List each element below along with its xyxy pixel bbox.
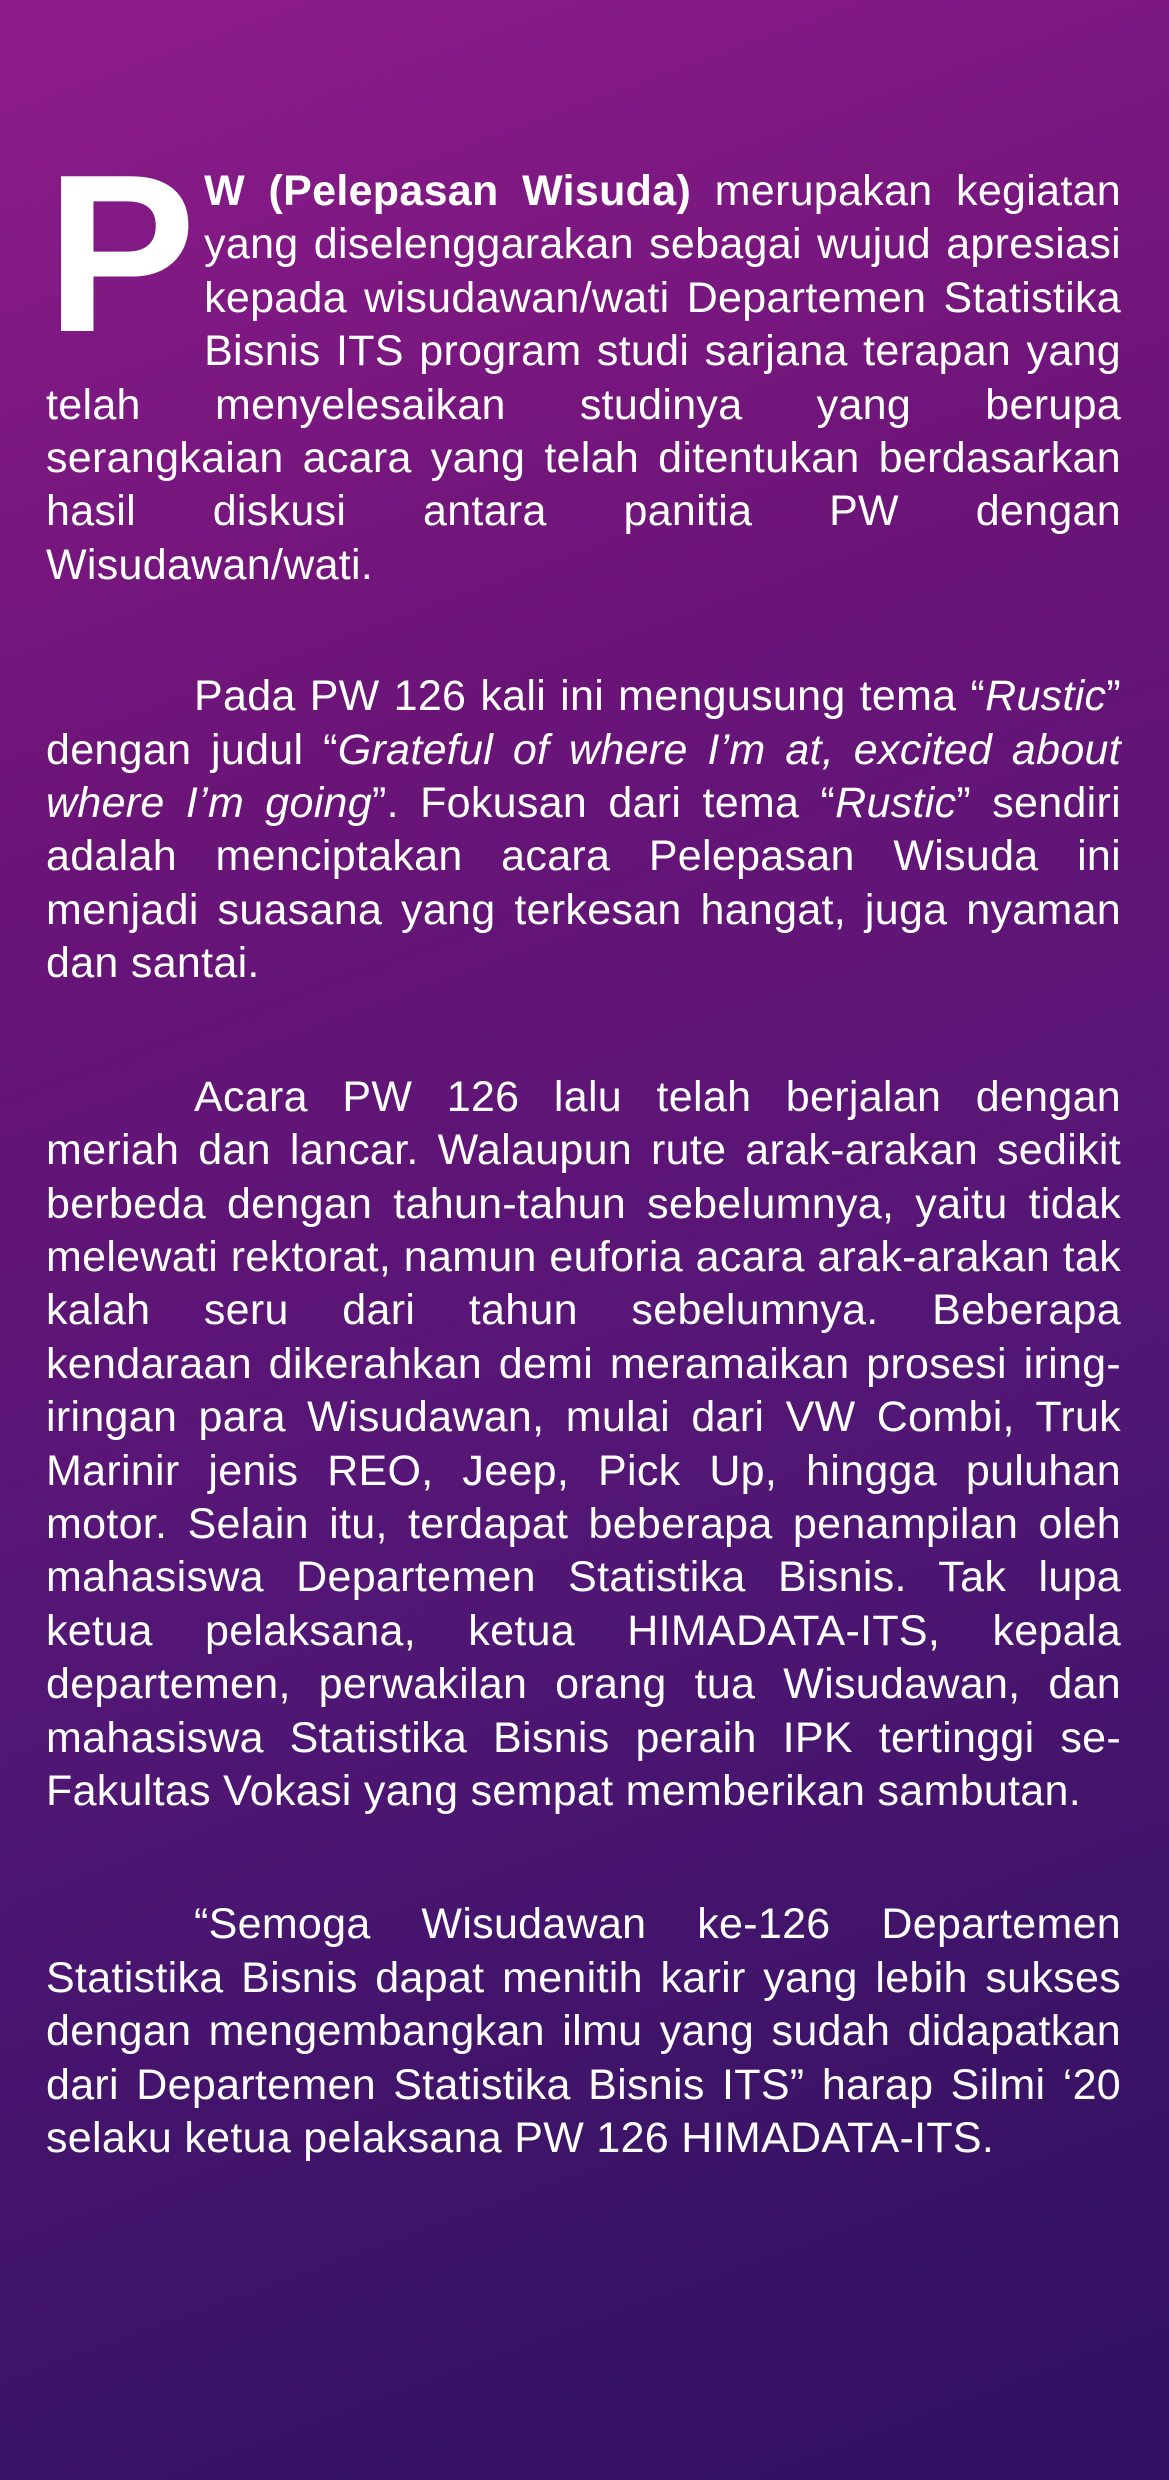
quote-paragraph: “Semoga Wisudawan ke-126 Departemen Statistika Bisnis dapat menitih karir yang lebih sukses dengan mengembangkan ilmu yang sudah didapatkan dari Departemen Statistika Bisnis ITS” harap Silmi ‘20 selaku ketua pelaksana PW 126 HIMADATA-ITS.: [46, 1900, 1121, 2162]
theme-text-4: ” sendiri adalah menciptakan acara Pelepasan Wisuda ini menjadi suasana yang terkesan hangat, juga nyaman dan santai.: [46, 779, 1122, 988]
theme-text-1: Pada PW 126 kali ini mengusung tema “: [194, 672, 986, 721]
theme-text-3: ”. Fokusan dari tema “: [372, 779, 836, 828]
event-paragraph: Acara PW 126 lalu telah berjalan dengan meriah dan lancar. Walaupun rute arak-arakan sedikit berbeda dengan tahun-tahun sebelumnya, yaitu tidak melewati rektorat, namun euforia acara arak-arakan tak kalah seru dari tahun sebelumnya. Beberapa kendaraan dikerahkan demi meramaikan prosesi iring-iringan para Wisudawan, mulai dari VW Combi, Truk Marinir jenis REO, Jeep, Pick Up, hingga puluhan motor. Selain itu, terdapat beberapa penampilan oleh mahasiswa Departemen Statistika Bisnis. Tak lupa ketua pelaksana, ketua HIMADATA-ITS, kepala departemen, perwakilan orang tua Wisudawan, dan mahasiswa Statistika Bisnis peraih IPK tertinggi se-Fakultas Vokasi yang sempat memberikan sambutan.: [46, 1072, 1121, 1815]
intro-paragraph: [46, 127, 1121, 592]
intro-text: merupakan kegiatan yang diselenggarakan sebagai wujud apresiasi kepada wisudawan/wati Departemen Statistika Bisnis ITS program studi sarjana terapan yang telah menyelesaikan studinya yang berupa serangkaian acara yang telah ditentukan berdasarkan hasil diskusi antara panitia PW dengan Wisudawan/wati.: [46, 167, 1121, 589]
theme-italic-1: Rustic: [985, 672, 1107, 721]
theme-italic-3: Rustic: [835, 779, 957, 828]
theme-text-2: ” dengan judul “: [46, 672, 1121, 774]
intro-lead: W (Pelepasan Wisuda): [204, 167, 692, 215]
theme-italic-2: Grateful of where I’m at, excited about where I’m going: [46, 725, 1121, 828]
theme-paragraph: [46, 670, 1121, 990]
drop-cap: P: [46, 127, 193, 379]
